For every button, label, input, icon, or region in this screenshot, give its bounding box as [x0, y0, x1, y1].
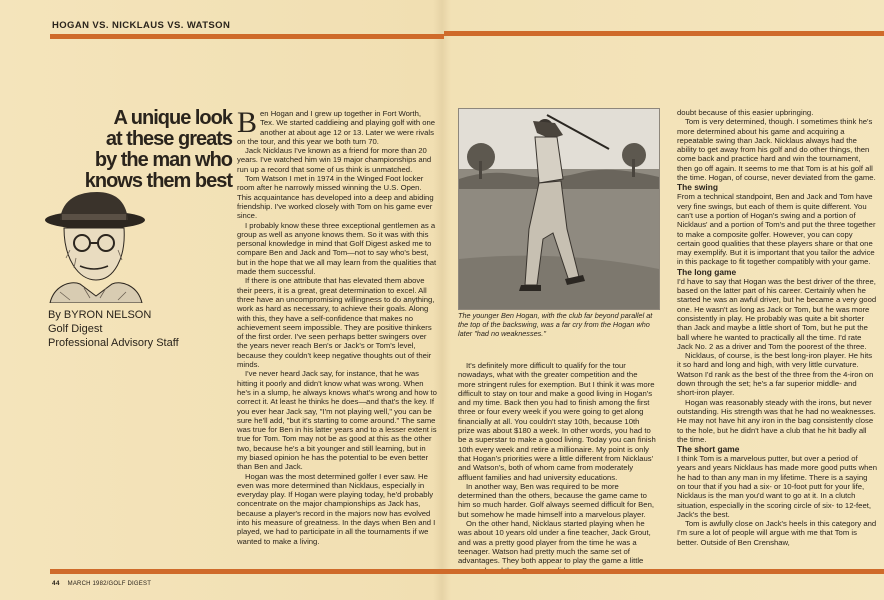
- running-head: HOGAN VS. NICKLAUS VS. WATSON: [52, 20, 231, 31]
- paragraph: Jack Nicklaus I've known as a friend for more than 20 years. I've watched him win 19 major championships and run up a record that some of us think is unmatched.: [237, 146, 432, 174]
- headline-line: A unique look: [113, 107, 232, 129]
- paragraph: Tom Watson I met in 1974 in the Winged Foot locker room after he narrowly missed winning the U.S. Open. This acquaintance has developed into a deep and abiding friendship. I've worked closely with Tom on his game ever since.: [237, 174, 434, 221]
- headline-line: knows them best: [84, 170, 232, 192]
- paragraph: doubt because of this easier upbringing.: [677, 108, 814, 117]
- page-number: 44: [52, 580, 60, 587]
- bottom-rule-right: [444, 569, 884, 574]
- author-portrait-illustration: [40, 188, 150, 303]
- section-heading: The short game: [677, 444, 740, 455]
- issue-line: MARCH 1982/GOLF DIGEST: [67, 581, 152, 587]
- article-column-2: [458, 361, 656, 575]
- headline: [50, 108, 232, 192]
- section-heading: The long game: [677, 266, 737, 277]
- paragraph: I think Tom is a marvelous putter, but over a period of years and years Nicklaus has made more good putts when he had to than any man in my lifetime. There is a saying on tour that if you had a six- or 10-foot putt for your life, Nicklaus is the man you'd want to go at it. In a clutch situation, especially in the scoring circle of six- to 12-feet, Jack's the best.: [677, 454, 877, 519]
- byline: [48, 308, 179, 350]
- paragraph: I've never heard Jack say, for instance, that he was hitting it poorly and didn't know what was wrong. When he's in a slump, he always knows what's wrong and how to correct it. At least he thinks he does—and that's the key. If you ever hear Jack say, "I'm not playing well," you can be sure he'll add, "but it's starting to come around." The same was true for Ben in his latter years and to a lesser extent is true for Tom. Tom may not be as good at this as the other two, because he's a bit younger and still learning, but in my biased opinion he has the potential to be even better than Ben and Jack.: [237, 369, 437, 472]
- paragraph: I probably know these three exceptional gentlemen as a group as well as anyone knows them. So it was with this personal knowledge in mind that Golf Digest asked me to compare Ben and Jack and Tom—not to say who's best, but in the hope that we all may learn from the qualities that made them successful.: [237, 220, 437, 277]
- paragraph-text: en Hogan and I grew up together in Fort Worth, Tex. We started caddieing and playing golf with one another at about age 12 or 13. Later we were rivals on the tour, and this year we both turn 70.: [237, 109, 436, 146]
- page-footer: [52, 580, 151, 587]
- photo-caption: The younger Ben Hogan, with the club far beyond parallel at the top of the backswing, was a far cry from the Hogan who later "had no weaknesses.": [458, 311, 653, 338]
- byline-author: By BYRON NELSON: [48, 309, 152, 321]
- headline-line: at these greats: [105, 128, 232, 150]
- paragraph: [237, 106, 437, 146]
- byline-publication: Golf Digest: [48, 323, 103, 335]
- headline-line: by the man who: [94, 149, 232, 171]
- paragraph: Hogan was reasonably steady with the irons, but never outstanding. His strength was that he had no weaknesses. He may not have hit any iron in the bag consistently close to the hole, but he didn't have a club that he hit badly all the time.: [677, 397, 876, 444]
- byline-title: Professional Advisory Staff: [48, 337, 179, 349]
- bottom-rule-left: [50, 569, 444, 574]
- section-heading: The swing: [677, 182, 718, 193]
- paragraph: In another way, Ben was required to be more determined than the others, because the game came to him so much harder. Golf always seemed difficult for Ben, but somehow he made himself into a marvelous player.: [458, 481, 654, 519]
- paragraph: I'd have to say that Hogan was the best driver of the three, based on the latter part of his career. Certainly when he started he was an awful driver, but he became a very good one. He wasn't as long as Jack or Tom, but he was more consistently in play. He probably was quite a bit shorter than Jack and maybe a little short of Tom, but he put the ball where he wanted to practically all the time. I'd rate Jack No. 2 as a driver and Tom the poorest of the three.: [677, 276, 877, 351]
- paragraph: Nicklaus, of course, is the best long-iron player. He hits it so hard and long and high, with very little curvature. Watson I'd rank as the best of the three from the 4-iron on down through the set; he's a far superior middle- and short-iron player.: [677, 351, 874, 398]
- golfer-photo: [458, 108, 660, 310]
- paragraph: Tom is awfully close on Jack's heels in this category and I'm sure a lot of people will argue with me that Tom is better. Outside of Ben Crenshaw,: [677, 519, 877, 547]
- paragraph: If there is one attribute that has elevated them above their peers, it is a great, great determination to excel. All three have an uncompromising willingness to do anything, work as hard as necessary, to achieve their goals. Along with this, they have a self-confidence that makes no achievement seem impossible. They are positive thinkers of the first order. I've seen perhaps better swingers over the years never reach Ben's or Jack's or Tom's level, because they couldn't keep negative thoughts out of their minds.: [237, 276, 435, 370]
- drop-cap: B: [237, 106, 258, 139]
- golfer-photo-image: [459, 109, 659, 309]
- paragraph: It's definitely more difficult to qualify for the tour nowadays, what with the greater competition and the more stringent rules for exemption. But I think it was more difficult to stay on tour and make a good living in Hogan's and my time. Back then you had to finish among the first three or four every week if you were going to get along financially at all. You couldn't stay 10th, because 10th prize was about $180 a week. In other words, you had to be a superstar to make a good living. Today you can finish 10th every week and retire a millionaire. My point is only that Hogan's priorities were a little different from Nicklaus' and Watson's, both of whom came from moderately affluent families and had university educations.: [458, 361, 656, 482]
- article-column-1: [237, 106, 437, 546]
- top-rule-right: [444, 31, 884, 36]
- paragraph: Tom is very determined, though. I sometimes think he's more determined about his game and acquiring a repeatable swing than Jack. Nicklaus always had the ability to get away from his golf and do other things, then come back and practice hard and win the tournament, then go off again. It seems to me that Tom is at his golf all the time. Hogan, of course, never deviated from the game.: [677, 117, 876, 183]
- paragraph: Hogan was the most determined golfer I ever saw. He even was more determined than Nicklaus, especially in everyday play. If Hogan were playing today, he'd probably concentrate on the major championships as Jack has, because a player's record in the majors now has evolved into his measure of greatness. In the days when Ben and I played, we had to participate in all the tournaments if we wanted to make a living.: [237, 471, 436, 546]
- top-rule-left: [50, 34, 444, 39]
- article-column-3: [677, 108, 877, 547]
- paragraph: From a technical standpoint, Ben and Jack and Tom have very fine swings, but each of them is quite different. You can't use a portion of Hogan's swing and a portion of Nicklaus' and a portion of Tom's and put the three together to make a composite golfer. However, you can copy certain good qualities that these players share or that one may exemplify. But it is important that you tailor the advice in this package to fit together compatibly with your game.: [677, 192, 876, 267]
- paragraph: On the other hand, Nicklaus started playing when he was about 10 years old under a fine teacher, Jack Grout, and was a pretty good player from the time he was a teenager. Watson had pretty much the same set of advantages. They both appear to play the game a little: [458, 519, 651, 566]
